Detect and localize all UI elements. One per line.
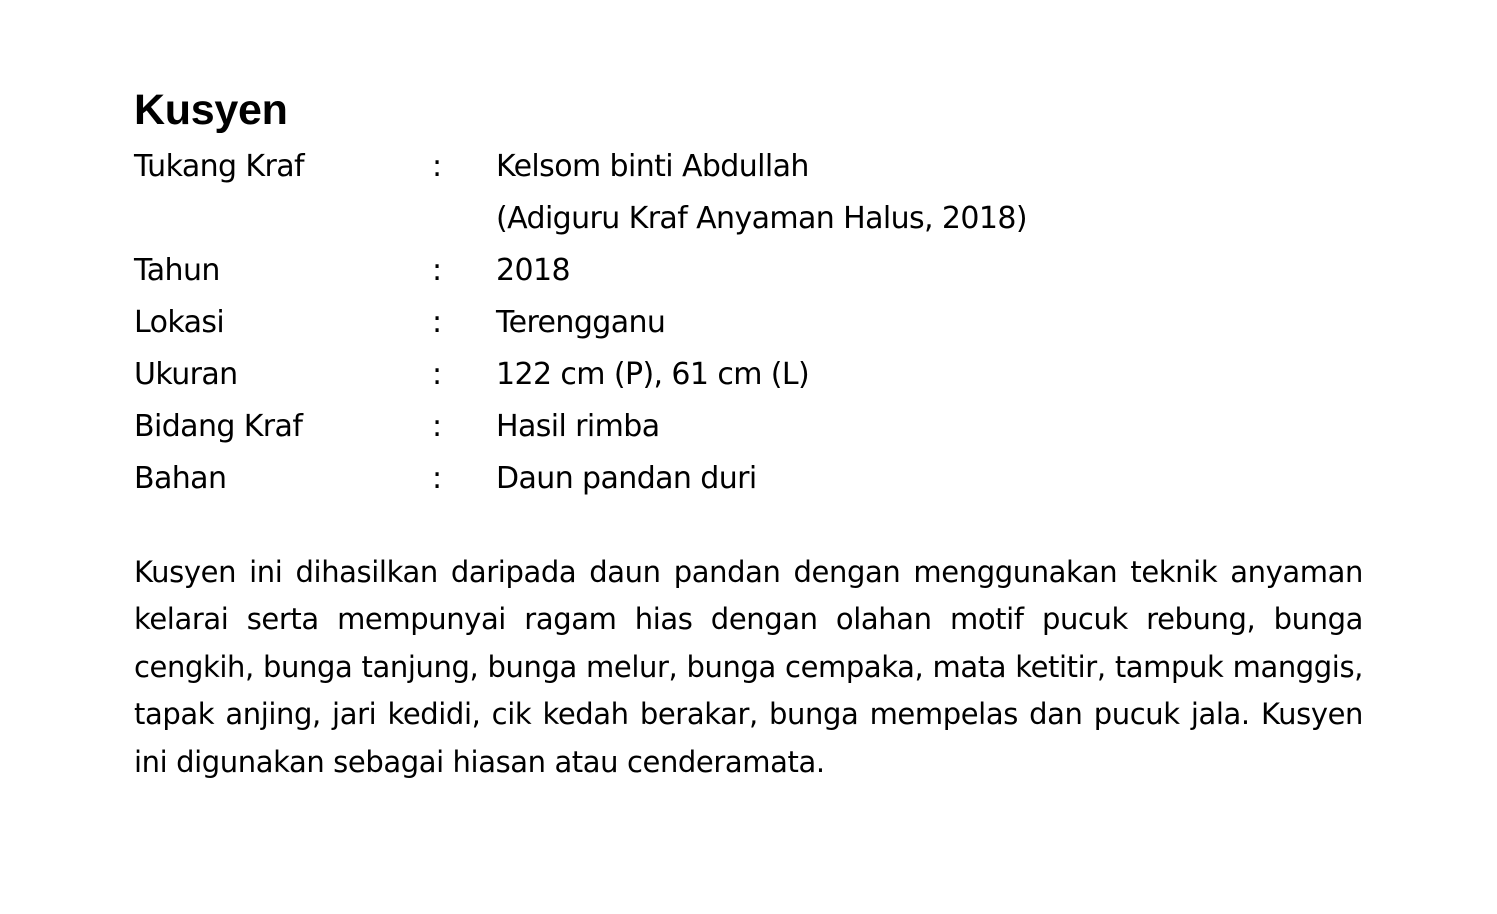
detail-label: Tukang Kraf (134, 149, 304, 184)
detail-row-lokasi (134, 297, 1234, 349)
detail-value: Terengganu (496, 305, 666, 340)
detail-value (496, 141, 1027, 245)
detail-separator: : (432, 409, 442, 444)
detail-row-ukuran (134, 349, 1234, 401)
detail-row-tukang-kraf (134, 141, 1234, 245)
detail-separator: : (432, 305, 442, 340)
detail-separator: : (432, 149, 442, 184)
document-title: Kusyen (134, 86, 288, 134)
detail-row-bahan (134, 453, 1234, 505)
detail-label: Tahun (134, 253, 220, 288)
detail-row-tahun (134, 245, 1234, 297)
detail-separator: : (432, 357, 442, 392)
details-list (134, 141, 1234, 505)
detail-value-line-2: (Adiguru Kraf Anyaman Halus, 2018) (496, 201, 1027, 236)
detail-value: 2018 (496, 253, 570, 288)
detail-value: Daun pandan duri (496, 461, 757, 496)
detail-separator: : (432, 461, 442, 496)
detail-label: Bidang Kraf (134, 409, 303, 444)
detail-label: Ukuran (134, 357, 238, 392)
detail-value-line: Kelsom binti Abdullah (496, 149, 809, 184)
detail-label: Bahan (134, 461, 227, 496)
detail-label: Lokasi (134, 305, 225, 340)
description-paragraph: Kusyen ini dihasilkan daripada daun pandan dengan menggunakan teknik anyaman kelarai serta mempunyai ragam hias dengan olahan motif pucuk rebung, bunga cengkih, bunga tanjung, bunga melur, bunga cempaka, mata ketitir, tampuk manggis, tapak anjing, jari kedidi, cik kedah berakar, bunga mempelas dan pucuk jala. Kusyen ini digunakan sebagai hiasan atau cenderamata. (134, 555, 1363, 779)
detail-value: 122 cm (P), 61 cm (L) (496, 357, 810, 392)
detail-separator: : (432, 253, 442, 288)
detail-row-bidang-kraf (134, 401, 1234, 453)
detail-value: Hasil rimba (496, 409, 660, 444)
